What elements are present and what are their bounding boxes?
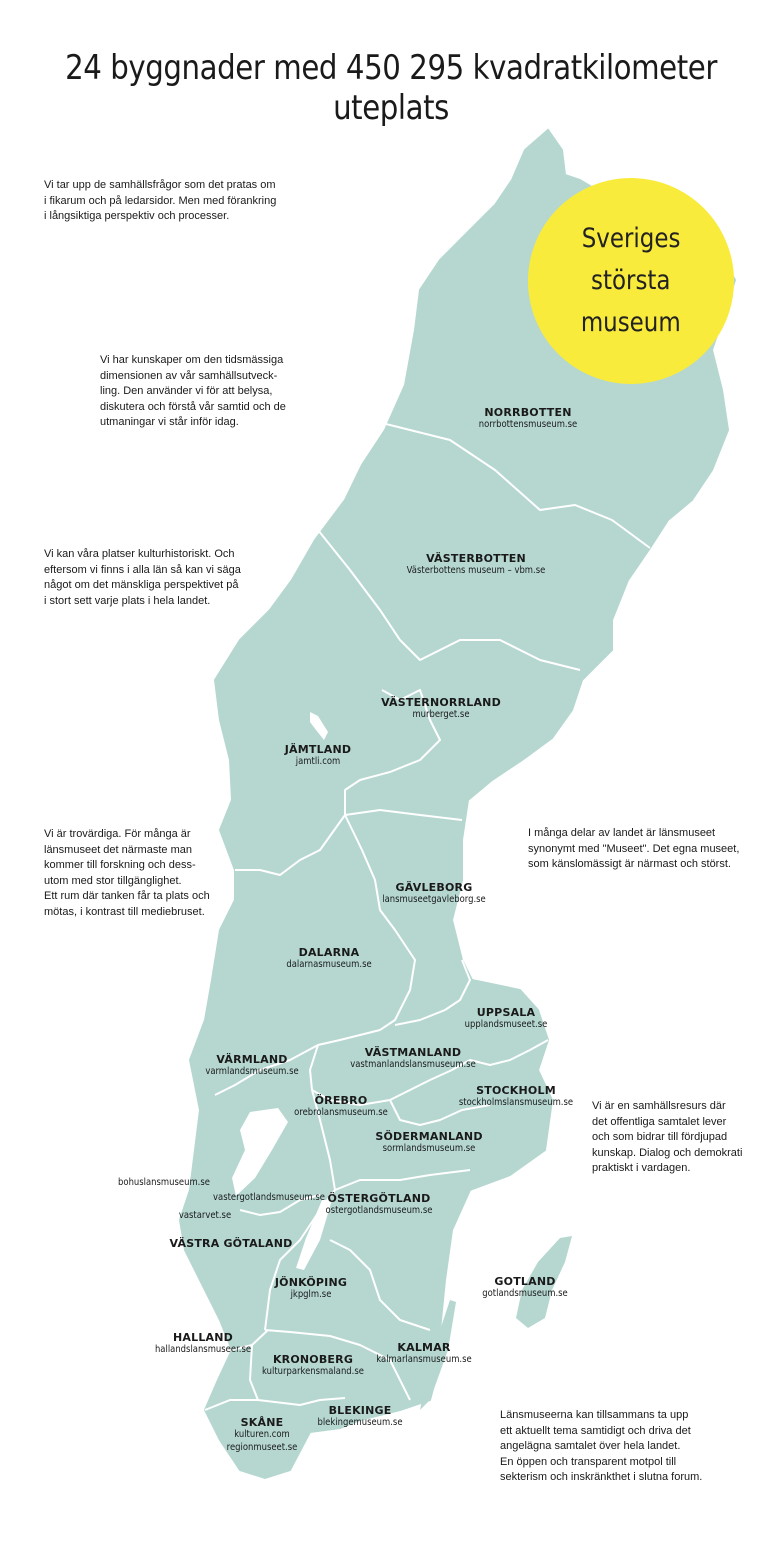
text-line: En öppen och transparent motpol till [500,1455,677,1468]
url-bohuslansmuseum: bohuslansmuseum.se [118,1177,210,1188]
paragraph-samhallsresurs [592,1099,742,1177]
text-line: praktiskt i vardagen. [592,1162,691,1175]
region-url: norrbottensmuseum.se [478,419,578,430]
region-name: ÖREBRO [314,1094,368,1107]
region-vasternorrland [381,696,501,722]
paragraph-museet [528,826,739,873]
region-url: vastmanlandslansmuseum.se [350,1059,476,1070]
region-uppsala [459,1006,553,1032]
paragraph-fikarum [44,178,276,225]
text-line: diskutera och förstå vår samtid och de [100,400,286,413]
region-orebro [288,1094,395,1120]
region-url: gotlandsmuseum.se [482,1288,568,1299]
region-name: BLEKINGE [328,1404,392,1417]
text-line: ling. Den använder vi för att belysa, [100,385,273,398]
text-line: länsmuseet det närmaste man [44,843,192,856]
text-line: i fikarum och på ledarsidor. Men med förankring [44,194,277,207]
region-halland [148,1331,257,1357]
text-line: Länsmuseerna kan tillsammans ta upp [500,1409,689,1421]
text-line: Vi är en samhällsresurs där [592,1100,726,1112]
region-url: jamtli.com [295,756,341,767]
region-name: UPPSALA [476,1006,536,1019]
text-line: ett aktuellt tema samtidigt och driva det [500,1424,691,1437]
text-line: Vi är trovärdiga. För många är [44,828,191,840]
text-line: det offentliga samtalet lever [592,1115,727,1128]
badge-line: museum [581,307,681,338]
region-url: murberget.se [412,709,470,720]
region-url: dalarnasmuseum.se [286,959,372,970]
badge-sveriges-storsta-museum [528,178,734,384]
region-jamtland [285,743,352,769]
text-line: sekterism och inskränkthet i slutna forum. [500,1471,703,1484]
text-line: utmaningar vi står inför idag. [100,416,239,429]
badge-line: Sveriges [581,223,681,254]
region-name: VÄRMLAND [216,1053,288,1066]
text-line: i stort sett varje plats i hela landet. [44,594,211,607]
region-vastra-gotaland [170,1237,293,1250]
region-stockholm [451,1084,581,1110]
text-line: Vi kan våra platser kulturhistoriskt. Och [44,548,235,560]
text-line: Vi har kunskaper om den tidsmässiga [100,354,284,366]
region-url: orebrolansmuseum.se [294,1107,388,1118]
region-vasterbotten [397,552,555,578]
region-url: ostergotlandsmuseum.se [325,1205,433,1216]
region-url: blekingemuseum.se [317,1417,403,1428]
region-name: KALMAR [397,1341,451,1354]
region-url: kulturparkensmaland.se [262,1366,364,1377]
region-url: kulturen.com [234,1429,290,1440]
region-skane [222,1416,302,1454]
badge-line: största [591,265,671,296]
text-line: kommer till forskning och dess- [44,859,196,872]
paragraph-tillsammans [500,1408,702,1486]
region-name: VÄSTRA GÖTALAND [169,1237,293,1250]
region-vastmanland [342,1046,485,1072]
region-name: VÄSTMANLAND [364,1046,462,1059]
paragraph-tidsmassiga [100,353,286,431]
region-ostergotland [318,1192,439,1218]
region-kronoberg [255,1353,371,1379]
region-name: SÖDERMANLAND [375,1130,483,1143]
region-url: kalmarlansmuseum.se [376,1354,472,1365]
text-line: Ett rum där tanken får ta plats och [44,890,210,903]
region-url: regionmuseet.se [226,1441,298,1453]
region-url: Västerbottens museum – vbm.se [406,565,546,576]
url-vastarvet: vastarvet.se [178,1210,232,1221]
url-vastergotlandsmuseum: vastergotlandsmuseum.se [213,1192,325,1203]
region-url: upplandsmuseet.se [464,1019,548,1030]
region-gotland [476,1275,573,1301]
region-jonkoping [275,1276,347,1302]
text-line: i långsiktiga perspektiv och processer. [44,210,230,223]
region-kalmar [370,1341,478,1367]
region-name: JÖNKÖPING [274,1276,348,1289]
region-name: VÄSTERNORRLAND [381,696,501,709]
region-url: sormlandsmuseum.se [382,1143,476,1154]
region-url: lansmuseetgavleborg.se [382,894,486,905]
paragraph-trovardiga [44,827,210,921]
region-url: hallandslansmuseer.se [154,1344,252,1355]
region-dalarna [281,946,378,972]
text-line: I många delar av landet är länsmuseet [528,827,716,839]
region-blekinge [312,1404,409,1430]
region-name: GÄVLEBORG [395,881,473,894]
region-varmland [199,1053,305,1079]
region-name: SKÅNE [240,1416,284,1429]
region-name: STOCKHOLM [476,1084,556,1097]
text-line: angelägna samtalet över hela landet. [500,1440,681,1453]
region-name: VÄSTERBOTTEN [426,552,526,565]
region-norrbotten [472,406,584,432]
text-line: dimensionen av vår samhällsutveck- [100,369,278,382]
text-line: Vi tar upp de samhällsfrågor som det pratas om [44,179,276,191]
text-line: synonymt med "Museet". Det egna museet, [528,842,740,855]
paragraph-platser [44,547,241,609]
page-title: 24 byggnader med 450 295 kvadratkilometer uteplats [65,48,717,128]
text-line: eftersom vi finns i alla län så kan vi säga [44,563,241,576]
region-gavleborg [375,881,493,907]
region-url: jkpglm.se [290,1289,332,1300]
text-line: något om det mänskliga perspektivet på [44,579,239,592]
region-sodermanland [375,1130,482,1156]
region-name: GOTLAND [494,1275,556,1288]
region-name: KRONOBERG [272,1353,354,1366]
region-url: varmlandsmuseum.se [205,1066,299,1077]
text-line: utom med stor tillgänglighet. [44,874,182,887]
region-name: ÖSTERGÖTLAND [327,1192,431,1205]
region-name: NORRBOTTEN [484,406,572,419]
region-name: JÄMTLAND [284,743,352,756]
region-url: stockholmslansmuseum.se [458,1097,574,1108]
text-line: kunskap. Dialog och demokrati [592,1146,743,1159]
text-line: som känslomässigt är närmast och störst. [528,858,731,871]
region-name: DALARNA [298,946,360,959]
region-name: HALLAND [173,1331,233,1344]
text-line: mötas, i kontrast till mediebruset. [44,905,205,918]
text-line: och som bidrar till fördjupad [592,1131,728,1144]
